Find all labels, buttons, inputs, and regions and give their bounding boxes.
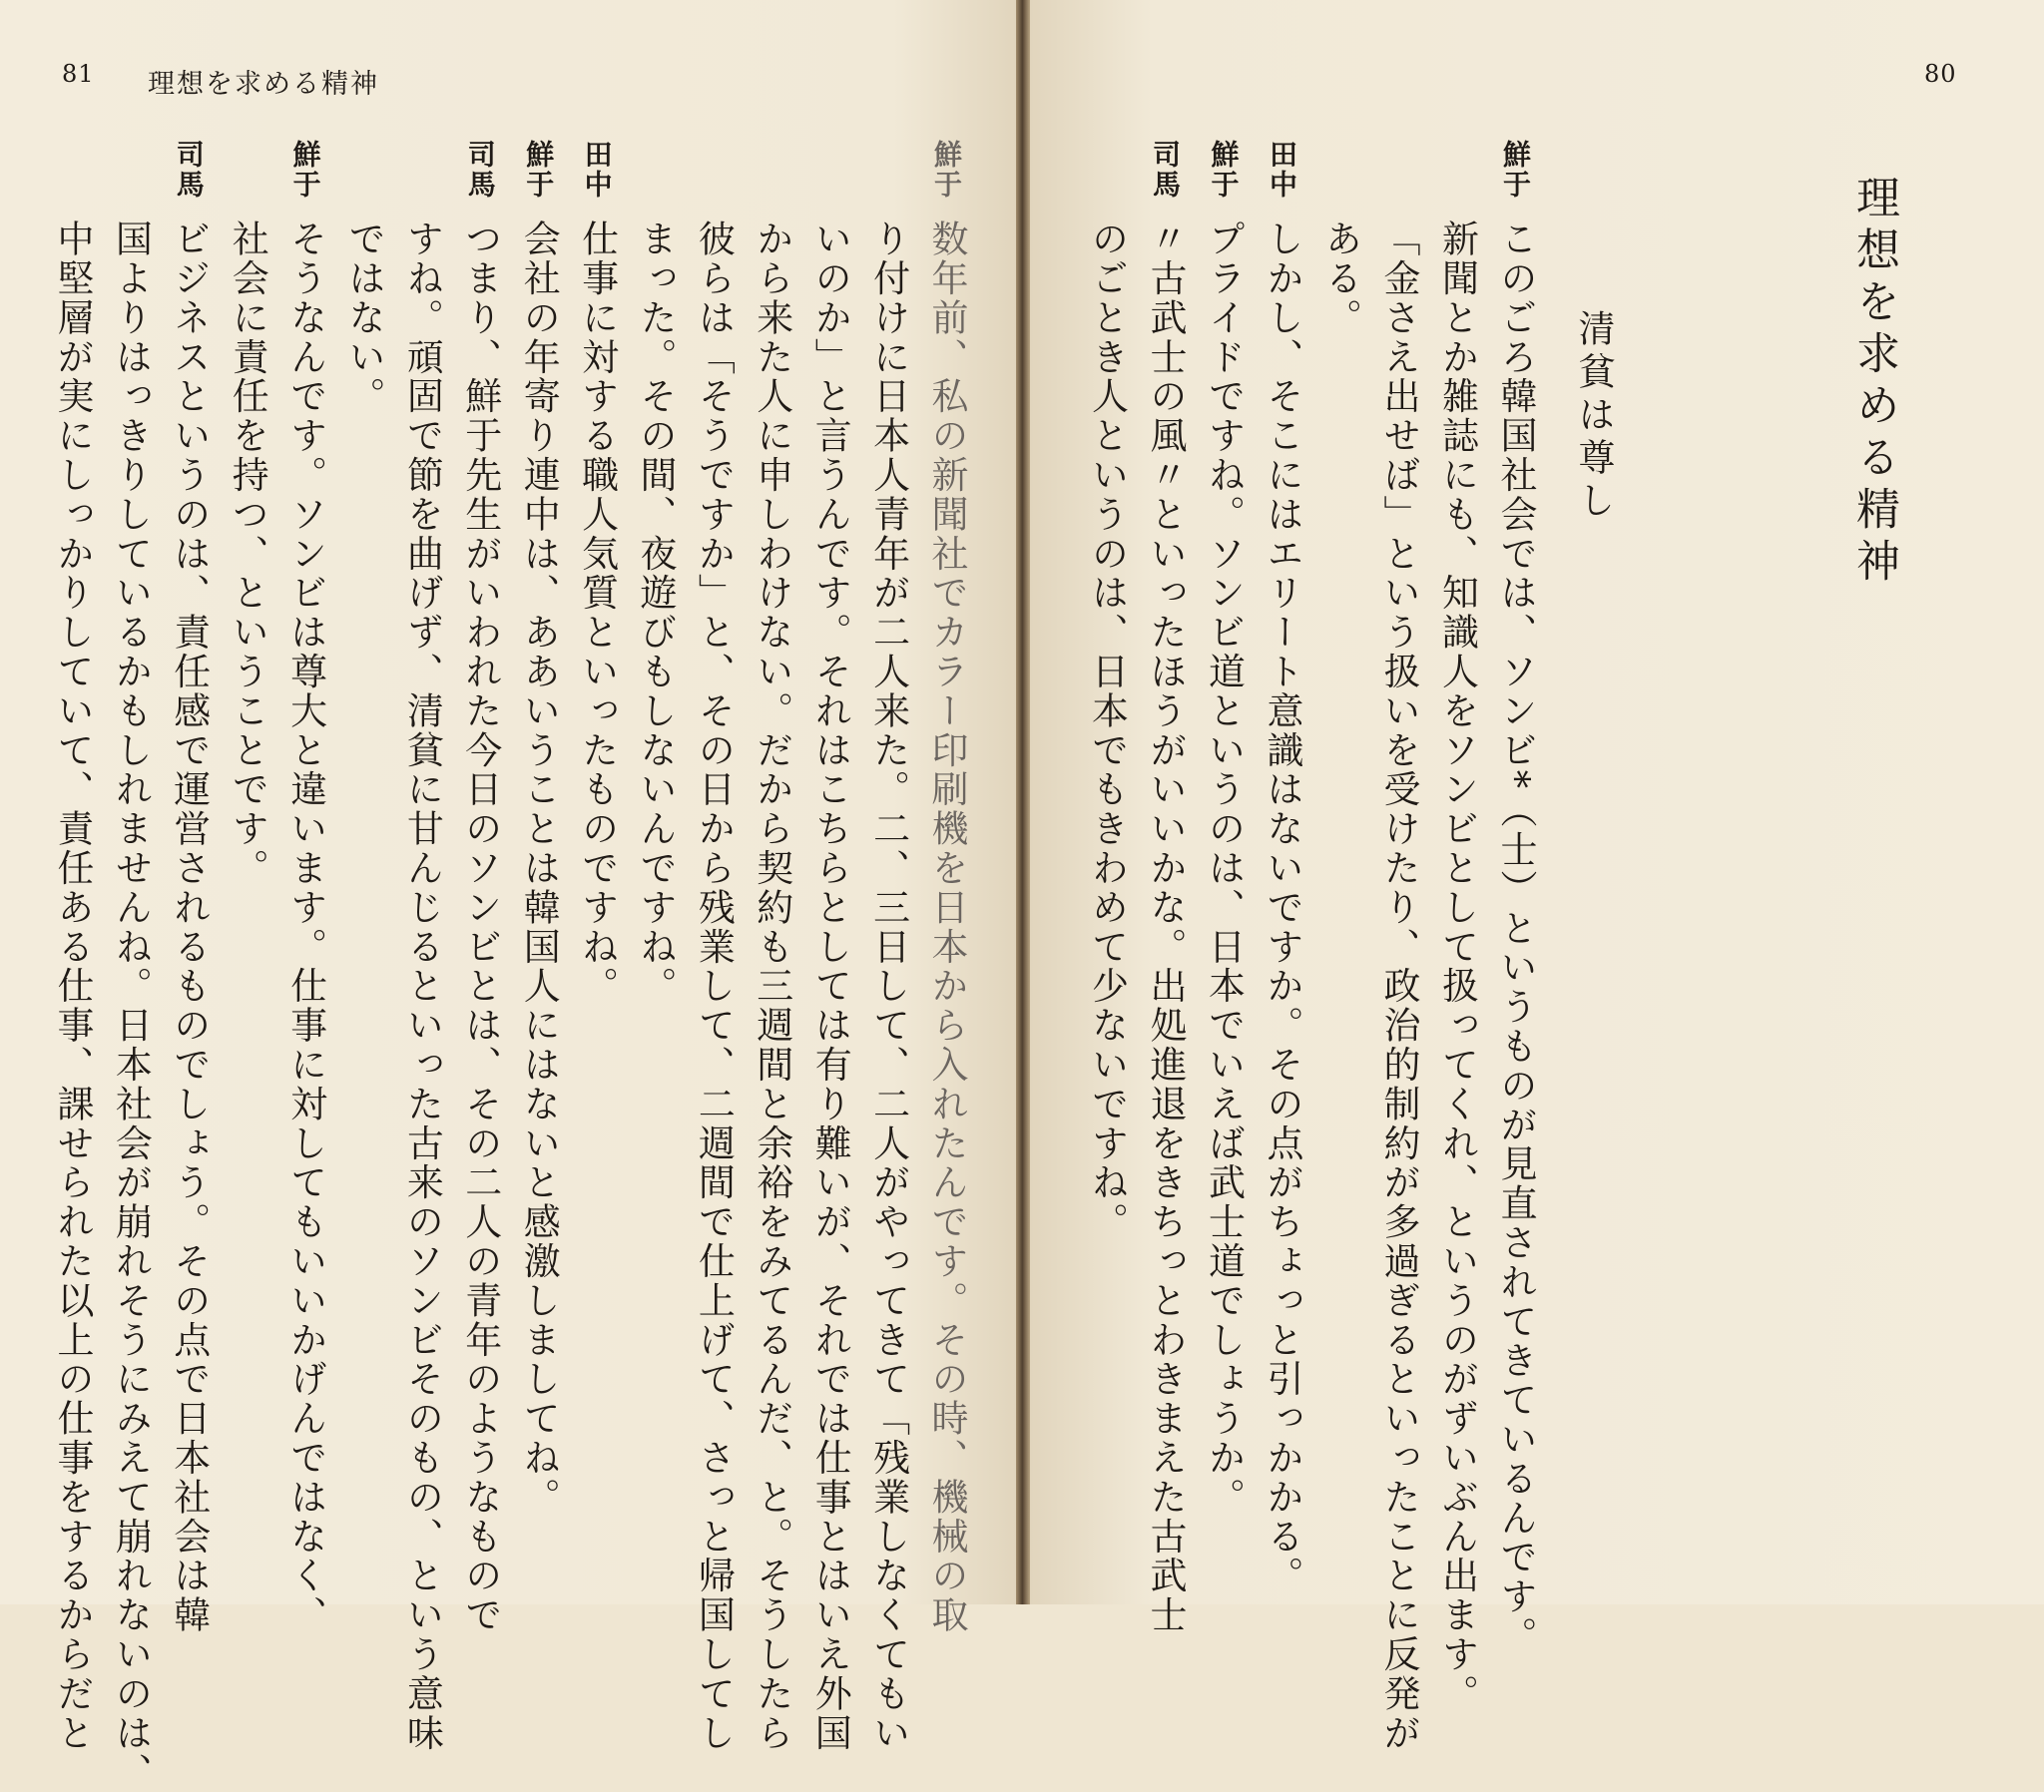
column-text: このごろ韓国社会では、ソンビ*（士）というものが見直されてきているんです。 [1494, 220, 1537, 1656]
text-column [1435, 140, 1479, 1714]
column-text: 仕事に対する職人気質といったものですね。 [575, 220, 619, 1006]
speaker-label: 鮮于 [930, 140, 963, 200]
speaker-label: 司馬 [463, 140, 497, 200]
column-text: まった。その間、夜遊びもしないんですね。 [634, 220, 677, 1006]
column-text: 新聞とか雑誌にも、知識人をソンビとして扱ってくれ、というのがずいぶん出ます。 [1435, 220, 1479, 1714]
column-text: ではない。 [342, 220, 385, 416]
column-text: から来た人に申しわけない。だから契約も三週間と余裕をみてるんだ、と。そうしたら [750, 220, 793, 1753]
column-text: 中堅層が実にしっかりしていて、責任ある仕事、課せられた以上の仕事をするからだと [51, 220, 94, 1753]
column-text: 数年前、私の新聞社でカラー印刷機を日本から入れたんです。その時、機械の取 [925, 220, 968, 1635]
column-text: ビジネスというのは、責任感で運営されるものでしょう。その点で日本社会は韓 [167, 220, 211, 1635]
column-text: 社会に責任を持つ、ということです。 [226, 220, 269, 888]
text-column [808, 140, 852, 1753]
text-column [1261, 140, 1303, 1595]
left-running-title: 理想を求める精神 [148, 69, 379, 100]
text-column [342, 140, 385, 416]
speaker-label: 司馬 [1149, 140, 1182, 200]
left-page [0, 0, 1016, 1604]
speaker-label: 鮮于 [522, 140, 556, 200]
speaker-label: 鮮于 [1499, 140, 1532, 200]
text-column [866, 140, 910, 1753]
book-gutter [1016, 0, 1030, 1604]
text-column [634, 140, 677, 1006]
chapter-title: 理想を求める精神 [1848, 175, 1899, 590]
column-text: プライドですね。ソンビ道というのは、日本でいえば武士道でしょうか。 [1202, 220, 1246, 1518]
column-text: 会社の年寄り連中は、ああいうことは韓国人にはないと感激しましてね。 [517, 220, 561, 1518]
column-text: しかし、そこにはエリート意識はないですか。その点がちょっと引っかかる。 [1261, 220, 1303, 1595]
speaker-label: 鮮于 [288, 140, 322, 200]
speaker-label: 鮮于 [1207, 140, 1241, 200]
column-text: 〃古武士の風〃といったほうがいいかな。出処進退をきちっとわきまえた古武士 [1144, 220, 1187, 1635]
column-text: そうなんです。ソンビは尊大と違います。仕事に対してもいいかげんではなく、 [283, 220, 327, 1635]
text-column [226, 140, 269, 888]
column-text: いのか」と言うんです。それはこちらとしては有り難いが、それでは仕事とはいえ外国 [808, 220, 852, 1753]
text-column [750, 140, 793, 1753]
column-text: ある。 [1318, 220, 1362, 338]
column-text: 彼らは「そうですか」と、その日から残業して、二週間で仕上げて、さっと帰国してし [692, 220, 736, 1753]
column-text: 国よりはっきりしているかもしれませんね。日本社会が崩れそうにみえて崩れないのは、 [109, 220, 153, 1792]
text-column [1144, 140, 1187, 1635]
text-column [283, 140, 327, 1635]
column-text: のごとき人というのは、日本でもきわめて少ないですね。 [1085, 220, 1129, 1242]
text-column [400, 140, 444, 1753]
text-column [1202, 140, 1246, 1518]
text-column [1085, 140, 1129, 1242]
column-text: 「金さえ出せば」という扱いを受けたり、政治的制約が多過ぎるといったことに反発が [1377, 220, 1420, 1753]
text-column [1494, 140, 1537, 1656]
speaker-label: 司馬 [172, 140, 206, 200]
text-column [925, 140, 968, 1635]
text-column [1377, 140, 1420, 1753]
column-text: すね。頑固で節を曲げず、清貧に甘んじるといった古来のソンビそのもの、という意味 [400, 220, 444, 1753]
section-title: 清貧は尊し [1572, 309, 1615, 524]
text-column [51, 140, 94, 1753]
column-text: つまり、鮮于先生がいわれた今日のソンビとは、その二人の青年のようなもので [458, 220, 502, 1635]
left-page-number: 81 [62, 60, 95, 88]
text-column [692, 140, 736, 1753]
text-column [458, 140, 502, 1635]
text-column [167, 140, 211, 1635]
text-column [575, 140, 619, 1006]
text-column [109, 140, 153, 1792]
column-text: り付けに日本人青年が二人来た。二、三日して、二人がやってきて「残業しなくてもい [866, 220, 910, 1753]
text-column [517, 140, 561, 1518]
right-page-number: 80 [1924, 60, 1957, 88]
speaker-label: 田中 [580, 140, 614, 200]
speaker-label: 田中 [1266, 140, 1298, 200]
text-column [1318, 140, 1362, 338]
